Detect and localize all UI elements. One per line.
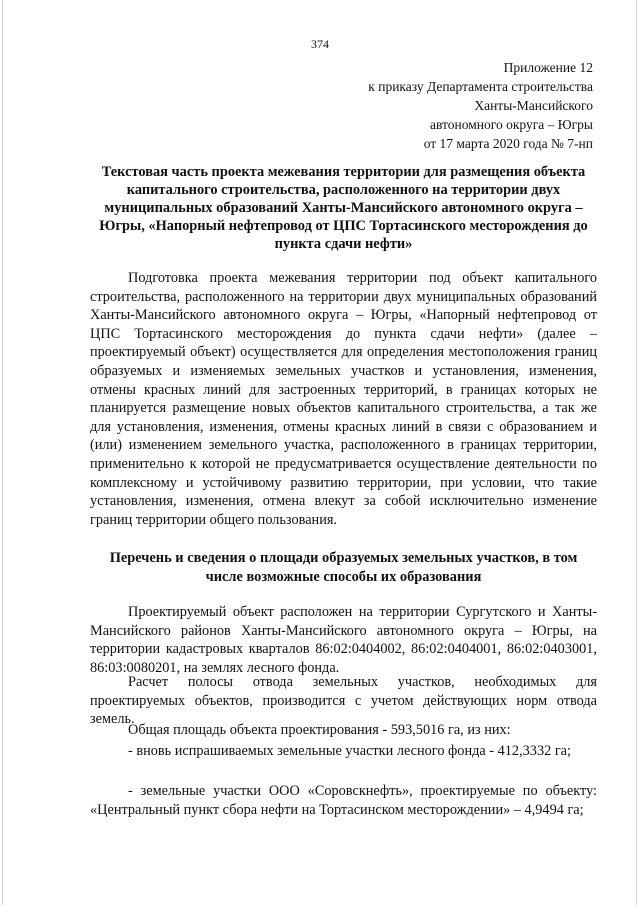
intro-paragraph: Подготовка проекта межевания территории под объект капитального строительства, расположенного на территории двух муниципальных образований Ханты-Мансийского автономного округа – Югры, «Напорный нефтепровод от ЦПС Тортасинского месторождения до пункта сдачи нефти» (далее – проектируемый объект) осуществляется для определения местоположения границ образуемых и изменяемых земельных участков и установления, изменения, отмены красных линий для застроенных территорий, в границах которых не планируется размещение новых объектов капитального строительства, а так же для установления, изменения, отмены красных линий в связи с образованием и (или) изменением земельного участка, расположенного в границах территории, применительно к которой не предусматривается осуществление деятельности по комплексному и устойчивому развитию территории, при условии, что такие установления, изменения, отмена влекут за собой исключительно изменение границ территории общего пользования.	[90, 270, 597, 528]
section-heading: Перечень и сведения о площади образуемых земельных участков, в том числе возможные способы их образования	[109, 550, 578, 585]
scan-edge-right	[636, 0, 637, 905]
list-item-company-land: - земельные участки ООО «Соровскнефть», проектируемые по объекту: «Центральный пункт сбора нефти на Тортасинском месторождении» – 4,9494 га;	[90, 783, 597, 818]
list-item-forest-land: - вновь испрашиваемых земельные участки лесного фонда - 412,3332 га;	[128, 743, 572, 759]
annex-line-2: к приказу Департамента строительства	[368, 79, 593, 94]
calculation-paragraph: Расчет полосы отвода земельных участков, необходимых для проектируемых объектов, производится с учетом действующих норм отвода земель.	[90, 674, 597, 728]
page-number: 374	[311, 37, 329, 51]
annex-line-5: от 17 марта 2020 года № 7-нп	[423, 136, 593, 151]
scan-edge-left	[2, 0, 3, 905]
location-paragraph: Проектируемый объект расположен на территории Сургутского и Ханты-Мансийского районов Ханты-Мансийского автономного округа – Югры, на территории кадастровых кварталов 86:02:0404002, 86:02:0404001, 86:02:0403001, 86:03:0080201, на землях лесного фонда.	[90, 604, 597, 676]
total-area-paragraph: Общая площадь объекта проектирования - 593,5016 га, из них:	[128, 722, 511, 738]
annex-line-4: автономного округа – Югры	[430, 117, 593, 132]
document-title: Текстовая часть проекта межевания территории для размещения объекта капитального строительства, расположенного на территории двух муниципальных образований Ханты-Мансийского автономного округа – Югры, «Напорный нефтепровод от ЦПС Тортасинского месторождения до пункта сдачи нефти»	[99, 164, 588, 252]
annex-line-3: Ханты-Мансийского	[474, 98, 593, 113]
annex-line-1: Приложение 12	[503, 60, 593, 75]
annex-header	[368, 58, 593, 153]
